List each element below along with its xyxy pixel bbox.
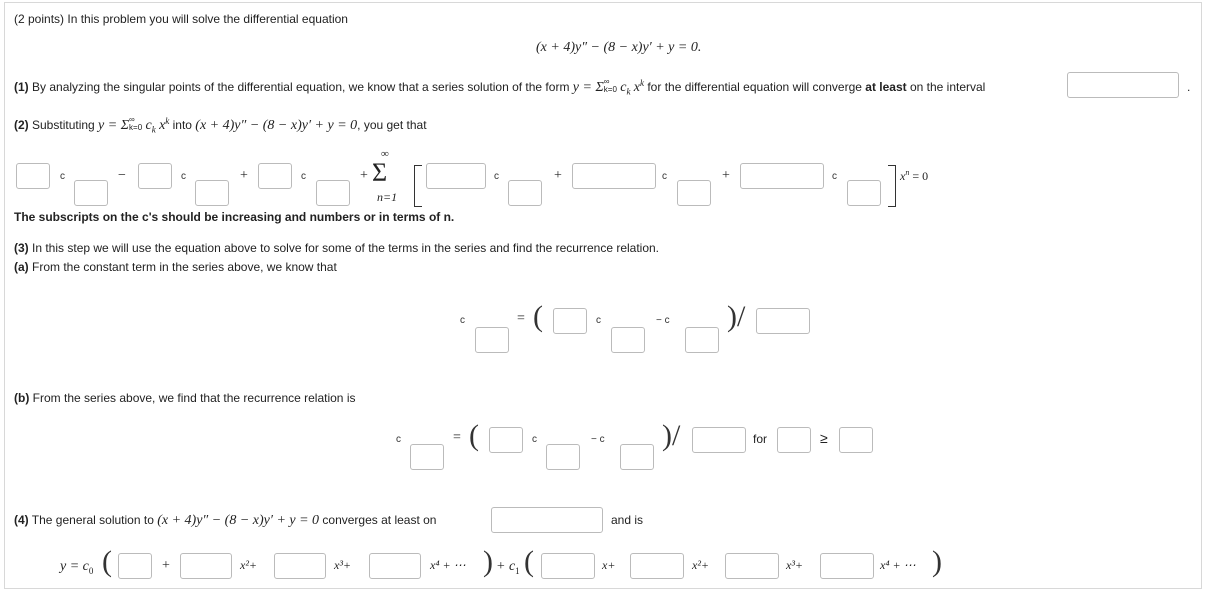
b-sub2-input[interactable]	[620, 444, 654, 470]
part1-label: (1)	[14, 80, 29, 94]
sol0-term2-input[interactable]	[180, 553, 232, 579]
xn-term: $x^n = 0$	[900, 168, 929, 183]
b-bound-input[interactable]	[839, 427, 873, 453]
coef2-input[interactable]	[138, 163, 172, 189]
b-sub1-input[interactable]	[546, 444, 580, 470]
sub2-input[interactable]	[195, 180, 229, 206]
main-equation: (x + 4)y″ − (8 − x)y′ + y = 0.	[536, 40, 702, 55]
b-lhs-sub-input[interactable]	[410, 444, 444, 470]
intro-text: (2 points) In this problem you will solve the differential equation	[14, 12, 348, 26]
coef4-input[interactable]	[426, 163, 486, 189]
coef6-input[interactable]	[740, 163, 824, 189]
sub6-input[interactable]	[847, 180, 881, 206]
left-bracket	[414, 165, 422, 207]
a-lhs-sub-input[interactable]	[475, 327, 509, 353]
sub3-input[interactable]	[316, 180, 350, 206]
b-coef1-input[interactable]	[489, 427, 523, 453]
part4-text: (4) The general solution to (x + 4)y″ − (8 − x)y′ + y = 0 converges at least on	[14, 513, 437, 528]
right-bracket	[888, 165, 896, 207]
part3-text: (3) In this step we will use the equation above to solve for some of the terms in the series and find the recurrence relation.	[14, 241, 660, 255]
sub4-input[interactable]	[508, 180, 542, 206]
coef3-input[interactable]	[258, 163, 292, 189]
interval-input[interactable]	[1067, 72, 1179, 98]
sub1-input[interactable]	[74, 180, 108, 206]
a-divisor-input[interactable]	[756, 308, 810, 334]
sub5-input[interactable]	[677, 180, 711, 206]
sol1-term4-input[interactable]	[820, 553, 874, 579]
a-sub1-input[interactable]	[611, 327, 645, 353]
sol1-term3-input[interactable]	[725, 553, 779, 579]
a-sub2-input[interactable]	[685, 327, 719, 353]
coef1-input[interactable]	[16, 163, 50, 189]
sol0-term3-input[interactable]	[274, 553, 326, 579]
b-index-input[interactable]	[777, 427, 811, 453]
part3b-text: (b) From the series above, we find that the recurrence relation is	[14, 391, 356, 405]
part1-text: (1) By analyzing the singular points of the differential equation, we know that a series solution of the form y = Σ∞ k=0 $c_k$ $x^k$ for the differential equation will converge at least on the interval	[14, 77, 986, 97]
sum-symbol: Σ	[372, 158, 388, 187]
subscript-note: The subscripts on the c's should be increasing and numbers or in terms of n.	[14, 210, 455, 224]
sol1-term2-input[interactable]	[630, 553, 684, 579]
sol1-term1-input[interactable]	[541, 553, 595, 579]
part2-text: (2) Substituting y = Σ∞ k=0 $c_k$ $x^k$ into (x + 4)y″ − (8 − x)y′ + y = 0, you get that	[14, 115, 427, 135]
sol0-term1-input[interactable]	[118, 553, 152, 579]
a-coef1-input[interactable]	[553, 308, 587, 334]
coef5-input[interactable]	[572, 163, 656, 189]
sol0-term4-input[interactable]	[369, 553, 421, 579]
general-interval-input[interactable]	[491, 507, 603, 533]
b-divisor-input[interactable]	[692, 427, 746, 453]
part3a-text: (a) From the constant term in the series above, we know that	[14, 260, 337, 274]
